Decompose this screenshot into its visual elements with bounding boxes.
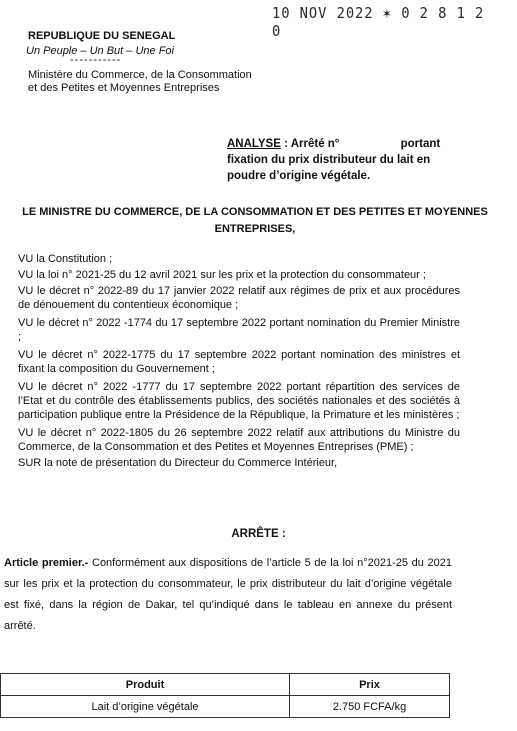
- visa-item: VU le décret n° 2022-1775 du 17 septembre 2022 portant nomination des ministres et fixant la composition du Gouvernement ;: [18, 349, 460, 375]
- visa-item: VU la loi n° 2021-25 du 12 avril 2021 sur les prix et la protection du consommateur ;: [18, 269, 426, 281]
- country-name: REPUBLIQUE DU SENEGAL: [28, 30, 176, 42]
- visa-item: VU le décret n° 2022-1805 du 26 septembre 2022 relatif aux attributions du Ministre du Commerce, de la Consommation et des Petites et Moyennes Entreprises (PME) ;: [18, 427, 460, 453]
- table-header-row: [1, 674, 450, 696]
- column-header-product: Produit: [1, 674, 290, 696]
- analyse-text-part1: : Arrêté n°: [284, 138, 340, 150]
- ministry-line-2: et des Petites et Moyennes Entreprises: [28, 82, 220, 94]
- analyse-block: [227, 136, 472, 184]
- article-premier: [4, 553, 452, 637]
- table-row: [1, 696, 450, 718]
- ministry-line-1: Ministère du Commerce, de la Consommation: [28, 69, 252, 81]
- column-header-price: Prix: [290, 674, 450, 696]
- ministry-name: [28, 69, 286, 95]
- document-header: [26, 30, 286, 95]
- minister-title: LE MINISTRE DU COMMERCE, DE LA CONSOMMATION ET DES PETITES ET MOYENNES ENTREPRISES,: [22, 206, 488, 235]
- analyse-label: ANALYSE: [227, 138, 281, 150]
- reception-date-stamp: 10 NOV 2022 ✶ 0 2 8 1 2 0: [272, 4, 485, 40]
- article-text: Conformément aux dispositions de l’article 5 de la loi n°2021-25 du 2021 sur les prix et la protection du consommateur, le prix distributeur du lait d’origine végétale est fixé, dans la région de Dakar, tel qu’indiqué dans le tableau en annexe du présent arrêté.: [4, 557, 452, 632]
- analyse-text-part2: portant fixation du prix distributeur du lait en poudre d’origine végétale.: [227, 138, 441, 182]
- article-label: Article premier.-: [4, 557, 89, 569]
- national-motto: Un Peuple – Un But – Une Foi: [26, 45, 174, 57]
- price-table: [0, 673, 450, 718]
- product-cell: Lait d’origine végétale: [1, 696, 290, 718]
- visa-item: SUR la note de présentation du Directeur du Commerce Intérieur,: [18, 457, 338, 469]
- visas-list: [18, 252, 460, 474]
- visa-item: VU le décret n° 2022 -1777 du 17 septembre 2022 portant répartition des services de l’Etat et du contrôle des établissements publics, des sociétés nationales et des sociétés à participation publique entre la Présidence de la République, la Primature et les ministères ;: [18, 381, 460, 421]
- arrete-heading: ARRÊTE :: [231, 528, 286, 540]
- header-separator: -----------: [70, 54, 122, 66]
- price-cell: 2.750 FCFA/kg: [290, 696, 450, 718]
- visa-item: VU le décret n° 2022 -1774 du 17 septembre 2022 portant nomination du Premier Ministre ;: [18, 317, 460, 343]
- visa-item: VU la Constitution ;: [18, 253, 113, 265]
- visa-item: VU le décret n° 2022-89 du 17 janvier 2022 relatif aux régimes de prix et aux procédures de dénouement du contentieux économique ;: [18, 285, 460, 311]
